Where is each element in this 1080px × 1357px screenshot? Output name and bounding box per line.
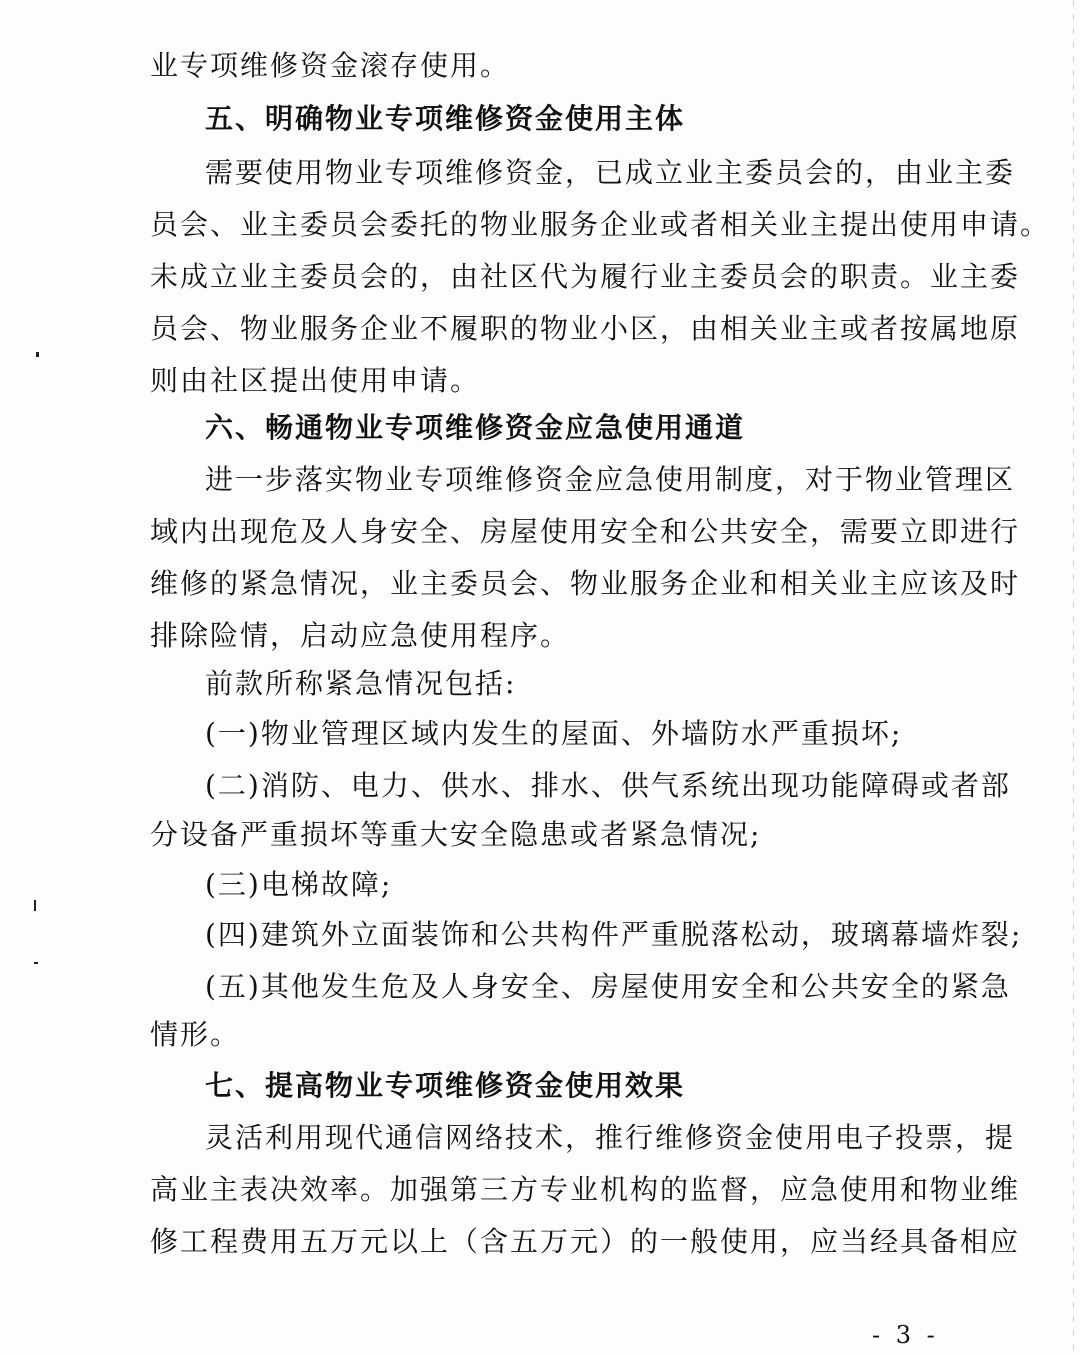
paragraph-line: 员会、物业服务企业不履职的物业小区，由相关业主或者按属地原 [150, 312, 1021, 345]
paragraph-line: 排除险情，启动应急使用程序。 [150, 619, 571, 652]
paragraph-line: 需要使用物业专项维修资金，已成立业主委员会的，由业主委 [205, 156, 1016, 189]
paragraph-line: 则由社区提出使用申请。 [150, 364, 481, 397]
list-item: (一)物业管理区域内发生的屋面、外墙防水严重损坏; [205, 717, 903, 750]
paragraph-line: 灵活利用现代通信网络技术，推行维修资金使用电子投票，提 [205, 1121, 1016, 1154]
section-heading-6: 六、畅通物业专项维修资金应急使用通道 [205, 411, 746, 444]
section-heading-5: 五、明确物业专项维修资金使用主体 [205, 102, 686, 135]
page-number: - 3 - [872, 1321, 939, 1349]
paragraph-line: 修工程费用五万元以上（含五万元）的一般使用，应当经具备相应 [150, 1225, 1021, 1258]
paragraph-line: 维修的紧急情况，业主委员会、物业服务企业和相关业主应该及时 [150, 567, 1021, 600]
scan-edge-mark [1073, 0, 1074, 1357]
paragraph-line: 域内出现危及人身安全、房屋使用安全和公共安全，需要立即进行 [150, 515, 1021, 548]
scan-speck [34, 962, 38, 964]
scan-speck [36, 352, 39, 357]
list-item: (五)其他发生危及人身安全、房屋使用安全和公共安全的紧急 [205, 970, 1011, 1003]
paragraph-line: 高业主表决效率。加强第三方专业机构的监督，应急使用和物业维 [150, 1173, 1021, 1206]
list-item: (二)消防、电力、供水、排水、供气系统出现功能障碍或者部 [205, 769, 1011, 802]
list-item-continuation: 分设备严重损坏等重大安全隐患或者紧急情况; [150, 818, 762, 851]
paragraph-line: 员会、业主委员会委托的物业服务企业或者相关业主提出使用申请。 [150, 208, 1051, 241]
paragraph-line: 前款所称紧急情况包括: [205, 667, 517, 700]
paragraph-line: 进一步落实物业专项维修资金应急使用制度，对于物业管理区 [205, 463, 1016, 496]
list-item: (三)电梯故障; [205, 868, 393, 901]
list-item-continuation: 情形。 [150, 1018, 241, 1051]
scan-speck [34, 900, 36, 911]
paragraph-line: 未成立业主委员会的，由社区代为履行业主委员会的职责。业主委 [150, 260, 1021, 293]
list-item: (四)建筑外立面装饰和公共构件严重脱落松动，玻璃幕墙炸裂; [205, 918, 1023, 951]
paragraph-line: 业专项维修资金滚存使用。 [150, 49, 511, 82]
section-heading-7: 七、提高物业专项维修资金使用效果 [205, 1069, 686, 1102]
